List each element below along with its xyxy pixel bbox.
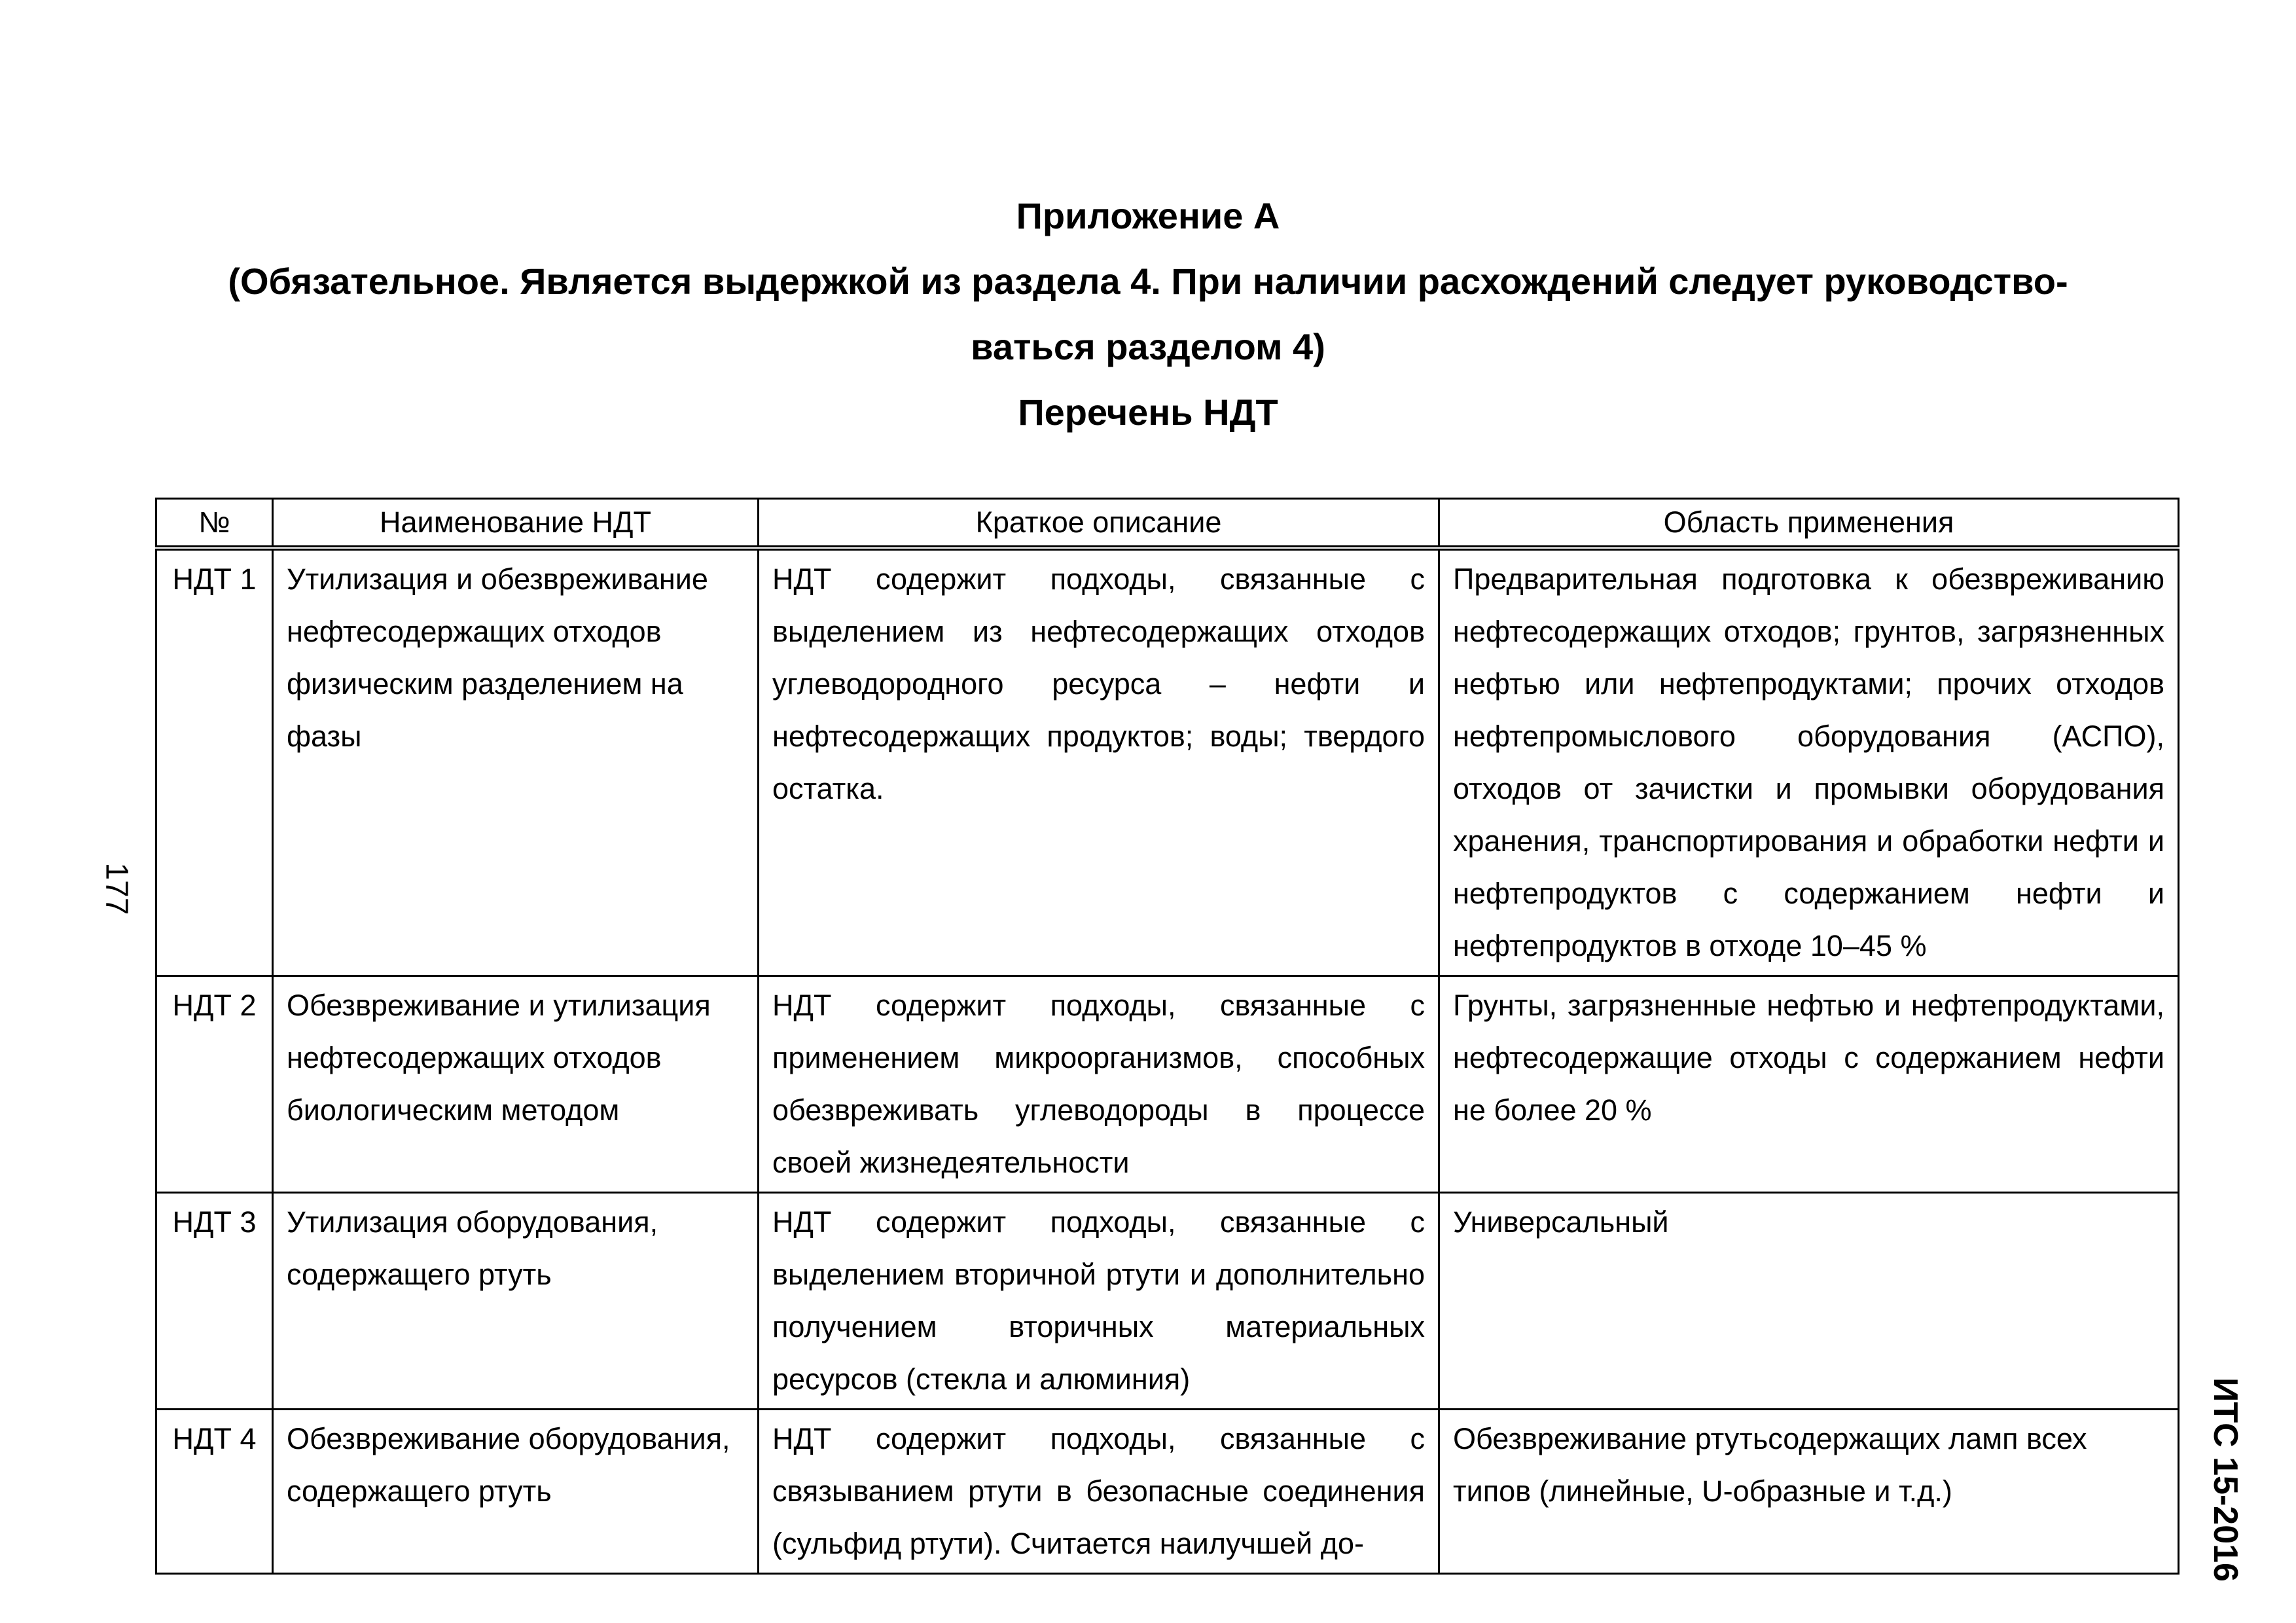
row-description: НДТ содержит подходы, связанные с выделением из нефтесодержащих отходов углеводородного ресурса – нефти и нефтесодержащих продуктов; воды; твердого остатка. <box>759 548 1439 976</box>
table-row <box>156 976 2179 1193</box>
row-description: НДТ содержит подходы, связанные с применением микроорганизмов, способных обезвреживать углеводороды в процессе своей жизнедеятельности <box>759 976 1439 1193</box>
table-row <box>156 1410 2179 1574</box>
row-number: НДТ 3 <box>156 1193 273 1410</box>
row-area: Универсальный <box>1439 1193 2179 1410</box>
row-area: Обезвреживание ртутьсодержащих ламп всех типов (линейные, U-образные и т.д.) <box>1439 1410 2179 1574</box>
header-description: Краткое описание <box>759 499 1439 549</box>
row-name: Утилизация и обезвреживание нефтесодержащих отходов физическим разделением на фазы <box>273 548 759 976</box>
table-header-row <box>156 499 2179 549</box>
row-name: Утилизация оборудования, содержащего ртуть <box>273 1193 759 1410</box>
appendix-title: Приложение А <box>1016 195 1280 236</box>
row-area: Предварительная подготовка к обезвреживанию нефтесодержащих отходов; грунтов, загрязненных нефтью или нефтепродуктами; прочих отходов нефтепромыслового оборудования (АСПО), отходов от зачистки и промывки оборудования хранения, транспортирования и обработки нефти и нефтепродуктов с содержанием нефти и нефтепродуктов в отходе 10–45 % <box>1439 548 2179 976</box>
list-title: Перечень НДТ <box>1018 392 1278 433</box>
row-name: Обезвреживание оборудования, содержащего ртуть <box>273 1410 759 1574</box>
row-description: НДТ содержит подходы, связанные с связыванием ртути в безопасные соединения (сульфид ртути). Считается наилучшей до- <box>759 1410 1439 1574</box>
row-area: Грунты, загрязненные нефтью и нефтепродуктами, нефтесодержащие отходы с содержанием нефти не более 20 % <box>1439 976 2179 1193</box>
row-name: Обезвреживание и утилизация нефтесодержащих отходов биологическим методом <box>273 976 759 1193</box>
header-number: № <box>156 499 273 549</box>
row-number: НДТ 4 <box>156 1410 273 1574</box>
table-row <box>156 1193 2179 1410</box>
table-row <box>156 548 2179 976</box>
row-description: НДТ содержит подходы, связанные с выделением вторичной ртути и дополнительно получением вторичных материальных ресурсов (стекла и алюминия) <box>759 1193 1439 1410</box>
row-number: НДТ 2 <box>156 976 273 1193</box>
row-number: НДТ 1 <box>156 548 273 976</box>
header-area: Область применения <box>1439 499 2179 549</box>
ndt-table <box>155 498 2179 1575</box>
appendix-header <box>0 183 2296 445</box>
appendix-subtitle-line-1: (Обязательное. Является выдержкой из раздела 4. При наличии расхождений следует руководство- <box>228 261 2068 302</box>
document-code: ИТС 15-2016 <box>2206 1377 2244 1582</box>
page-number: 177 <box>99 862 134 915</box>
appendix-subtitle-line-2: ваться разделом 4) <box>971 326 1325 367</box>
header-name: Наименование НДТ <box>273 499 759 549</box>
